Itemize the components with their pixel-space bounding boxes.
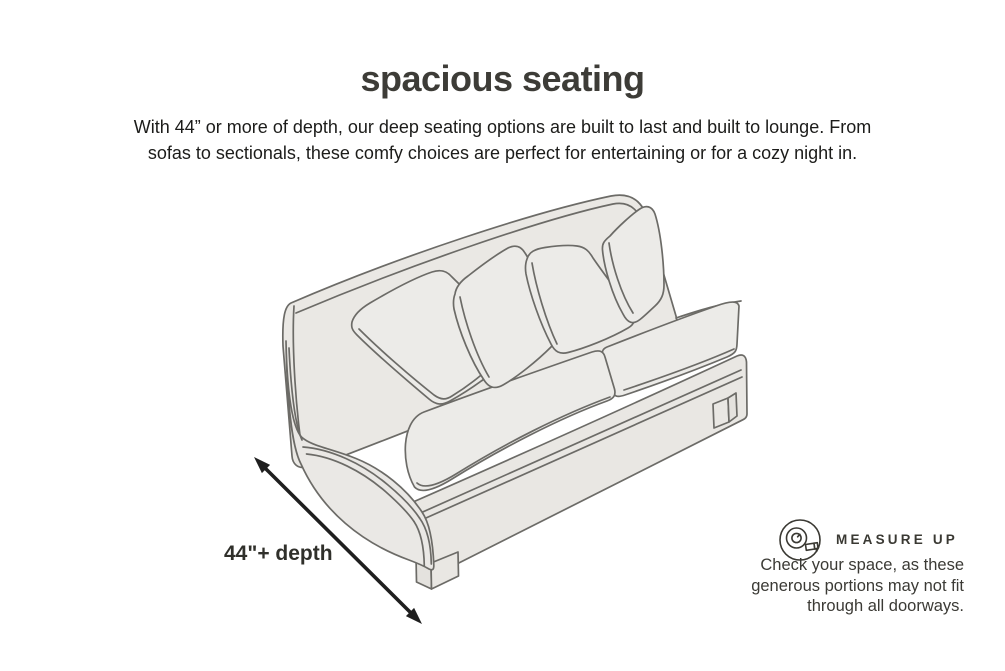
note-line-3: through all doorways. [807, 597, 964, 615]
description-line-2: sofas to sectionals, these comfy choices are perfect for entertaining or for a cozy night in. [147, 143, 858, 163]
measure-up-note [704, 555, 964, 617]
dimension-label: 44"+ depth [224, 542, 333, 565]
note-line-2: generous portions may not fit [751, 576, 964, 595]
measure-up-title: MEASURE UP [836, 532, 959, 547]
description-line-1: With 44” or more of depth, our deep seating options are built to last and built to lounge. From [133, 117, 872, 137]
page-title: spacious seating [360, 58, 645, 99]
note-line-1: Check your space, as these [760, 556, 964, 574]
